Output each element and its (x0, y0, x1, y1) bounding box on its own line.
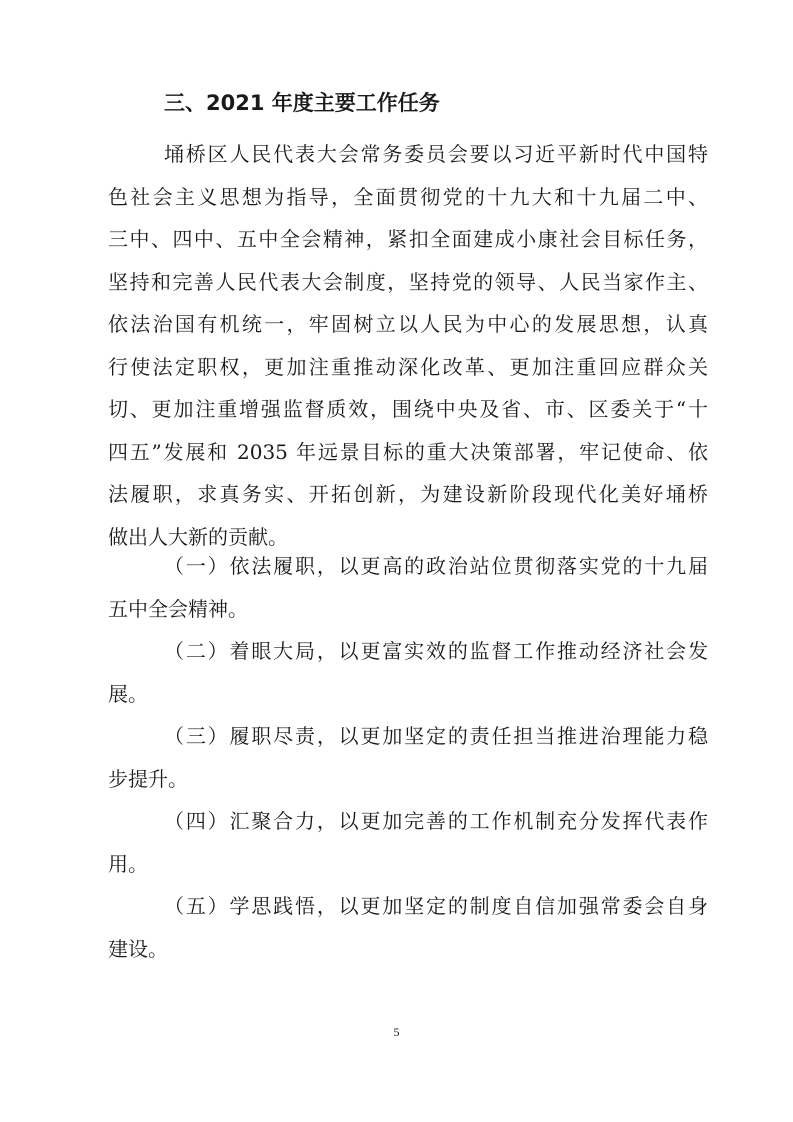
task-line: 用。 (108, 851, 148, 876)
task-line: （五）学思践悟，以更加坚定的制度自信加强常委会自身 (164, 894, 708, 918)
task-line: 步提升。 (108, 766, 188, 791)
task-item-1 (108, 545, 708, 630)
task-item-5 (108, 885, 708, 970)
intro-line: 三中、四中、五中全会精神，紧扣全面建成小康社会目标任务， (108, 227, 708, 251)
section-heading: 三、2021 年度主要工作任务 (164, 91, 440, 115)
task-item-2 (108, 630, 708, 715)
intro-line: 四五”发展和 2035 年远景目标的重大决策部署，牢记使命、依 (108, 439, 708, 464)
task-item-3 (108, 715, 708, 800)
intro-line: 行使法定职权，更加注重推动深化改革、更加注重回应群众关 (108, 354, 708, 379)
task-line: 五中全会精神。 (108, 596, 248, 621)
intro-line: 依法治国有机统一，牢固树立以人民为中心的发展思想，认真 (108, 312, 708, 336)
task-line: （二）着眼大局，以更富实效的监督工作推动经济社会发 (164, 639, 708, 663)
task-line: 建设。 (108, 936, 168, 961)
intro-line: 埇桥区人民代表大会常务委员会要以习近平新时代中国特 (164, 142, 708, 166)
intro-line: 法履职，求真务实、开拓创新，为建设新阶段现代化美好埇桥 (108, 482, 708, 506)
intro-line: 切、更加注重增强监督质效，围绕中央及省、市、区委关于“十 (108, 397, 708, 421)
task-item-4 (108, 800, 708, 885)
task-line: 展。 (108, 681, 148, 706)
task-line: （三）履职尽责，以更加坚定的责任担当推进治理能力稳 (164, 724, 708, 748)
intro-line: 坚持和完善人民代表大会制度，坚持党的领导、人民当家作主、 (108, 269, 708, 294)
intro-line: 色社会主义思想为指导，全面贯彻党的十九大和十九届二中、 (108, 184, 708, 209)
page-number: 5 (393, 1025, 400, 1039)
task-line: （四）汇聚合力，以更加完善的工作机制充分发挥代表作 (164, 809, 708, 833)
intro-line: 做出人大新的贡献。 (108, 524, 288, 549)
task-line: （一）依法履职，以更高的政治站位贯彻落实党的十九届 (164, 554, 708, 578)
intro-paragraph (108, 133, 708, 558)
